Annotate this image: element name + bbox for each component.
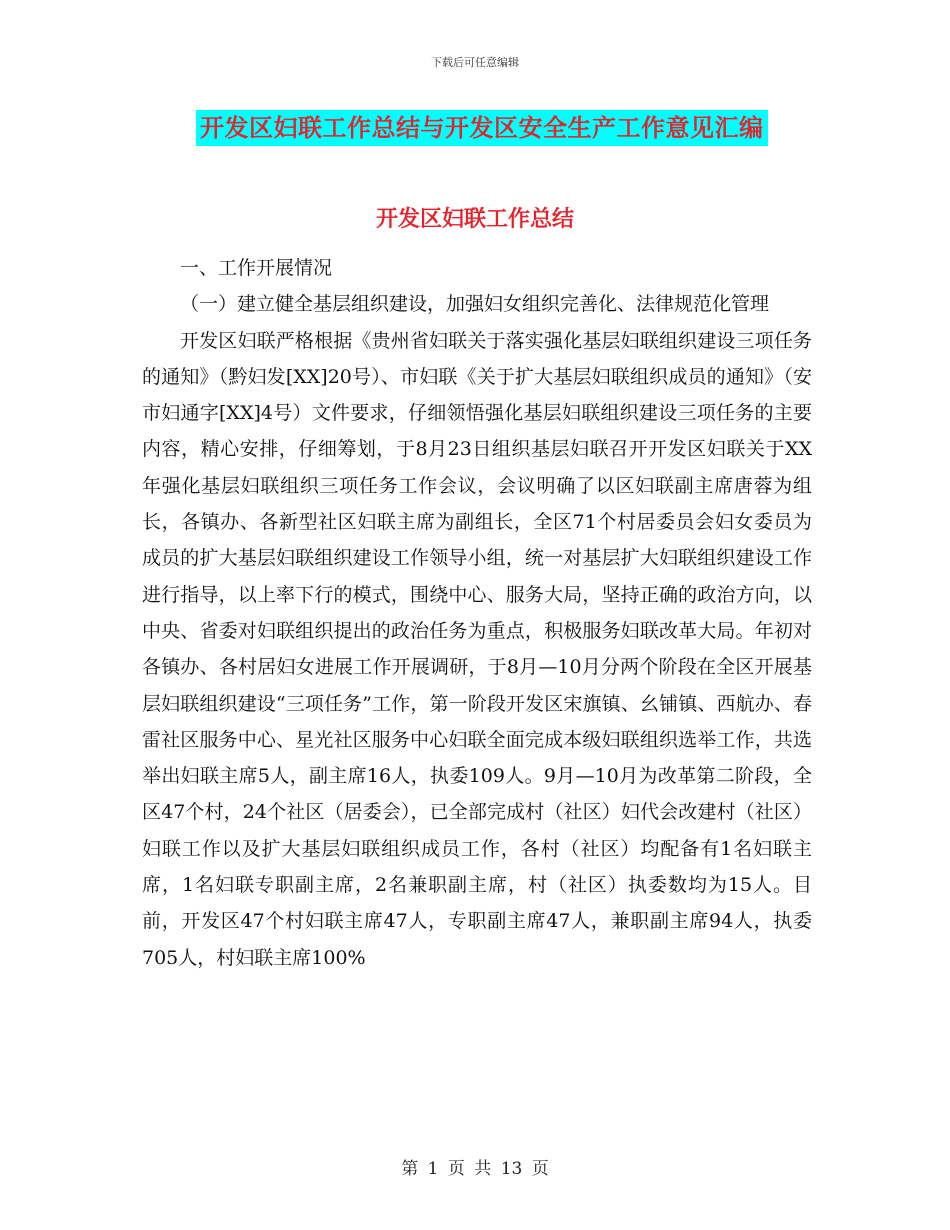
header-note: 下载后可任意编辑: [431, 56, 519, 69]
document-body: [142, 250, 812, 976]
heading-paragraph: 一、工作开展情况: [180, 257, 333, 279]
body-paragraph: 开发区妇联严格根据《贵州省妇联关于落实强化基层妇联组织建设三项任务的通知》（黔妇发[XX]20号）、市妇联《关于扩大基层妇联组织成员的通知》（安市妇通字[XX]4号）文件要求，仔细领悟强化基层妇联组织建设三项任务的主要内容，精心安排，仔细筹划，于8月23日组织基层妇联召开开发区妇联关于XX年强化基层妇联组织三项任务工作会议，会议明确了以区妇联副主席唐蓉为组长，各镇办、各新型社区妇联主席为副组长，全区71个村居委员会妇女委员为成员的扩大基层妇联组织建设工作领导小组，统一对基层扩大妇联组织建设工作进行指导，以上率下行的模式，围绕中心、服务大局，坚持正确的政治方向，以中央、省委对妇联组织提出的政治任务为重点，积极服务妇联改革大局。年初对各镇办、各村居妇女进展工作开展调研，于8月—10月分两个阶段在全区开展基层妇联组织建设“三项任务”工作，第一阶段开发区宋旗镇、幺铺镇、西航办、春雷社区服务中心、星光社区服务中心妇联全面完成本级妇联组织选举工作，共选举出妇联主席5人，副主席16人，执委109人。9月—10月为改革第二阶段，全区47个村，24个社区（居委会），已全部完成村（社区）妇代会改建村（社区）妇联工作以及扩大基层妇联组织成员工作，各村（社区）均配备有1名妇联主席，1名妇联专职副主席，2名兼职副主席，村（社区）执委数均为15人。目前，开发区47个村妇联主席47人，专职副主席47人，兼职副主席94人，执委705人，村妇联主席100%: [142, 329, 812, 969]
document-main-title: 开发区妇联工作总结与开发区安全生产工作意见汇编: [196, 110, 768, 146]
page-footer: 第 1 页 共 13 页: [401, 1159, 549, 1179]
section-title: 开发区妇联工作总结: [375, 206, 574, 232]
subheading-paragraph: （一）建立健全基层组织建设，加强妇女组织完善化、法律规范化管理: [180, 293, 770, 316]
